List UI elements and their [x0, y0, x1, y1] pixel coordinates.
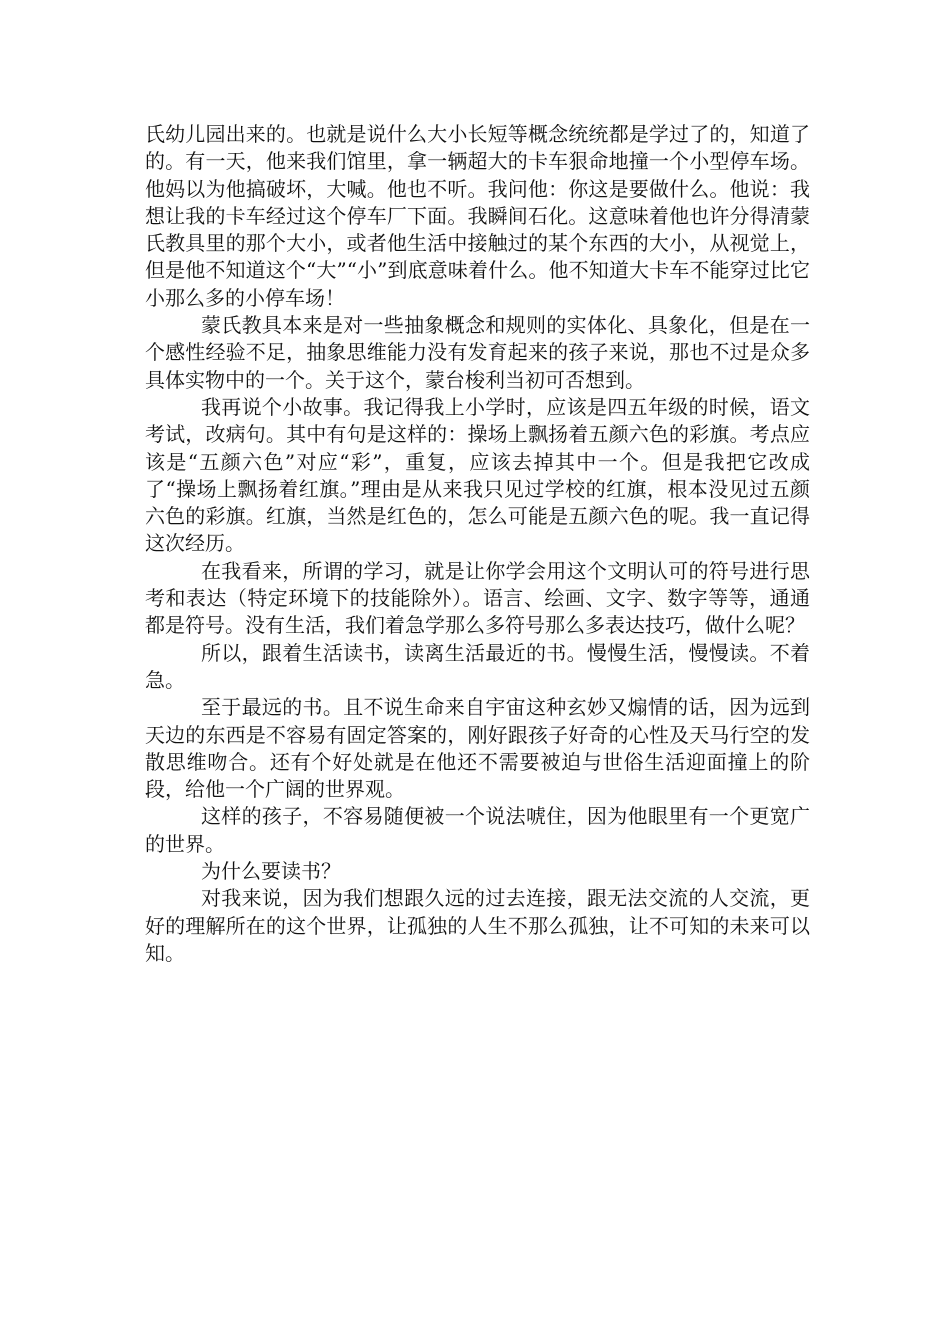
paragraph-7: 这样的孩子，不容易随便被一个说法唬住，因为他眼里有一个更宽广的世界。	[145, 804, 810, 856]
paragraph-4: 在我看来，所谓的学习，就是让你学会用这个文明认可的符号进行思考和表达（特定环境下的技能除外）。语言、绘画、文字、数字等等，通通都是符号。没有生活，我们着急学那么多符号那么多表达技巧，做什么呢？	[145, 558, 810, 638]
paragraph-5: 所以，跟着生活读书，读离生活最近的书。慢慢生活，慢慢读。不着急。	[145, 640, 810, 692]
paragraph-1: 氏幼儿园出来的。也就是说什么大小长短等概念统统都是学过了的，知道了的。有一天，他来我们馆里，拿一辆超大的卡车狠命地撞一个小型停车场。他妈以为他搞破坏，大喊。他也不听。我问他：你这是要做什么。他说：我想让我的卡车经过这个停车厂下面。我瞬间石化。这意味着他也许分得清蒙氏教具里的那个大小，或者他生活中接触过的某个东西的大小，从视觉上，但是他不知道这个“大”“小”到底意味着什么。他不知道大卡车不能穿过比它小那么多的小停车场！	[145, 122, 810, 310]
paragraph-8: 为什么要读书？	[201, 859, 341, 884]
paragraph-9: 对我来说，因为我们想跟久远的过去连接，跟无法交流的人交流，更好的理解所在的这个世界，让孤独的人生不那么孤独，让不可知的未来可以知。	[145, 886, 810, 965]
paragraph-2: 蒙氏教具本来是对一些抽象概念和规则的实体化、具象化，但是在一个感性经验不足，抽象思维能力没有发育起来的孩子来说，那也不过是众多具体实物中的一个。关于这个，蒙台梭利当初可否想到。	[145, 313, 810, 392]
paragraph-6: 至于最远的书。且不说生命来自宇宙这种玄妙又煽情的话，因为远到天边的东西是不容易有固定答案的，刚好跟孩子好奇的心性及天马行空的发散思维吻合。还有个好处就是在他还不需要被迫与世俗生活迎面撞上的阶段，给他一个广阔的世界观。	[145, 695, 810, 802]
paragraph-3: 我再说个小故事。我记得我上小学时，应该是四五年级的时候，语文考试，改病句。其中有句是这样的：操场上飘扬着五颜六色的彩旗。考点应该是“五颜六色”对应“彩”，重复，应该去掉其中一个。但是我把它改成了“操场上飘扬着红旗。”理由是从来我只见过学校的红旗，根本没见过五颜六色的彩旗。红旗，当然是红色的，怎么可能是五颜六色的呢。我一直记得这次经历。	[145, 394, 810, 556]
body-text	[145, 121, 810, 967]
